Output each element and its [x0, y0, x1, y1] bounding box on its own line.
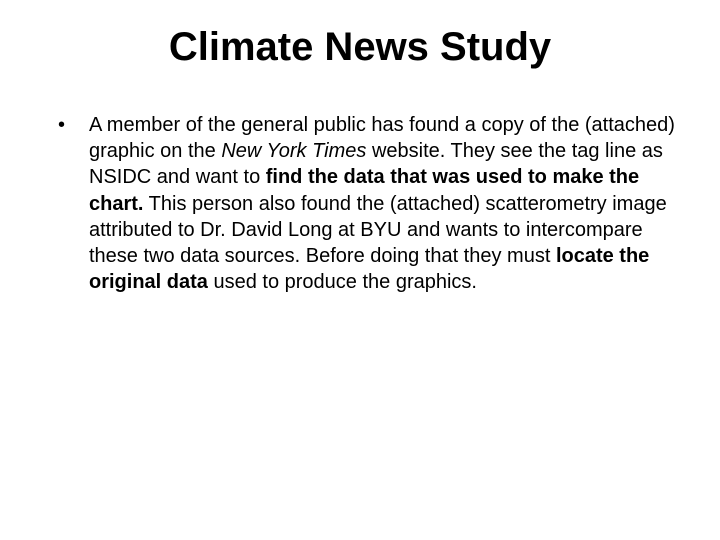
- emphasis-find-data: find the data that was used to make the chart.: [89, 166, 640, 215]
- bullet-item: [58, 112, 678, 295]
- text-segment: website. They see the tag line as NSIDC and want to: [89, 140, 663, 189]
- slide-title: Climate News Study: [168, 25, 552, 69]
- bullet-dot-icon: •: [58, 114, 66, 136]
- bullet-list: [58, 112, 678, 295]
- text-segment: used to produce the graphics.: [207, 271, 477, 294]
- text-segment: A member of the general public has found a copy of the (attached) graphic on the: [89, 114, 675, 163]
- newspaper-name: New York Times: [221, 140, 367, 163]
- text-segment: This person also found the (attached) scatterometry image attributed to Dr. David Long at BYU and wants to intercompare these two data sources. Before doing that they must: [89, 192, 667, 268]
- emphasis-locate-data: locate the original data: [89, 245, 650, 294]
